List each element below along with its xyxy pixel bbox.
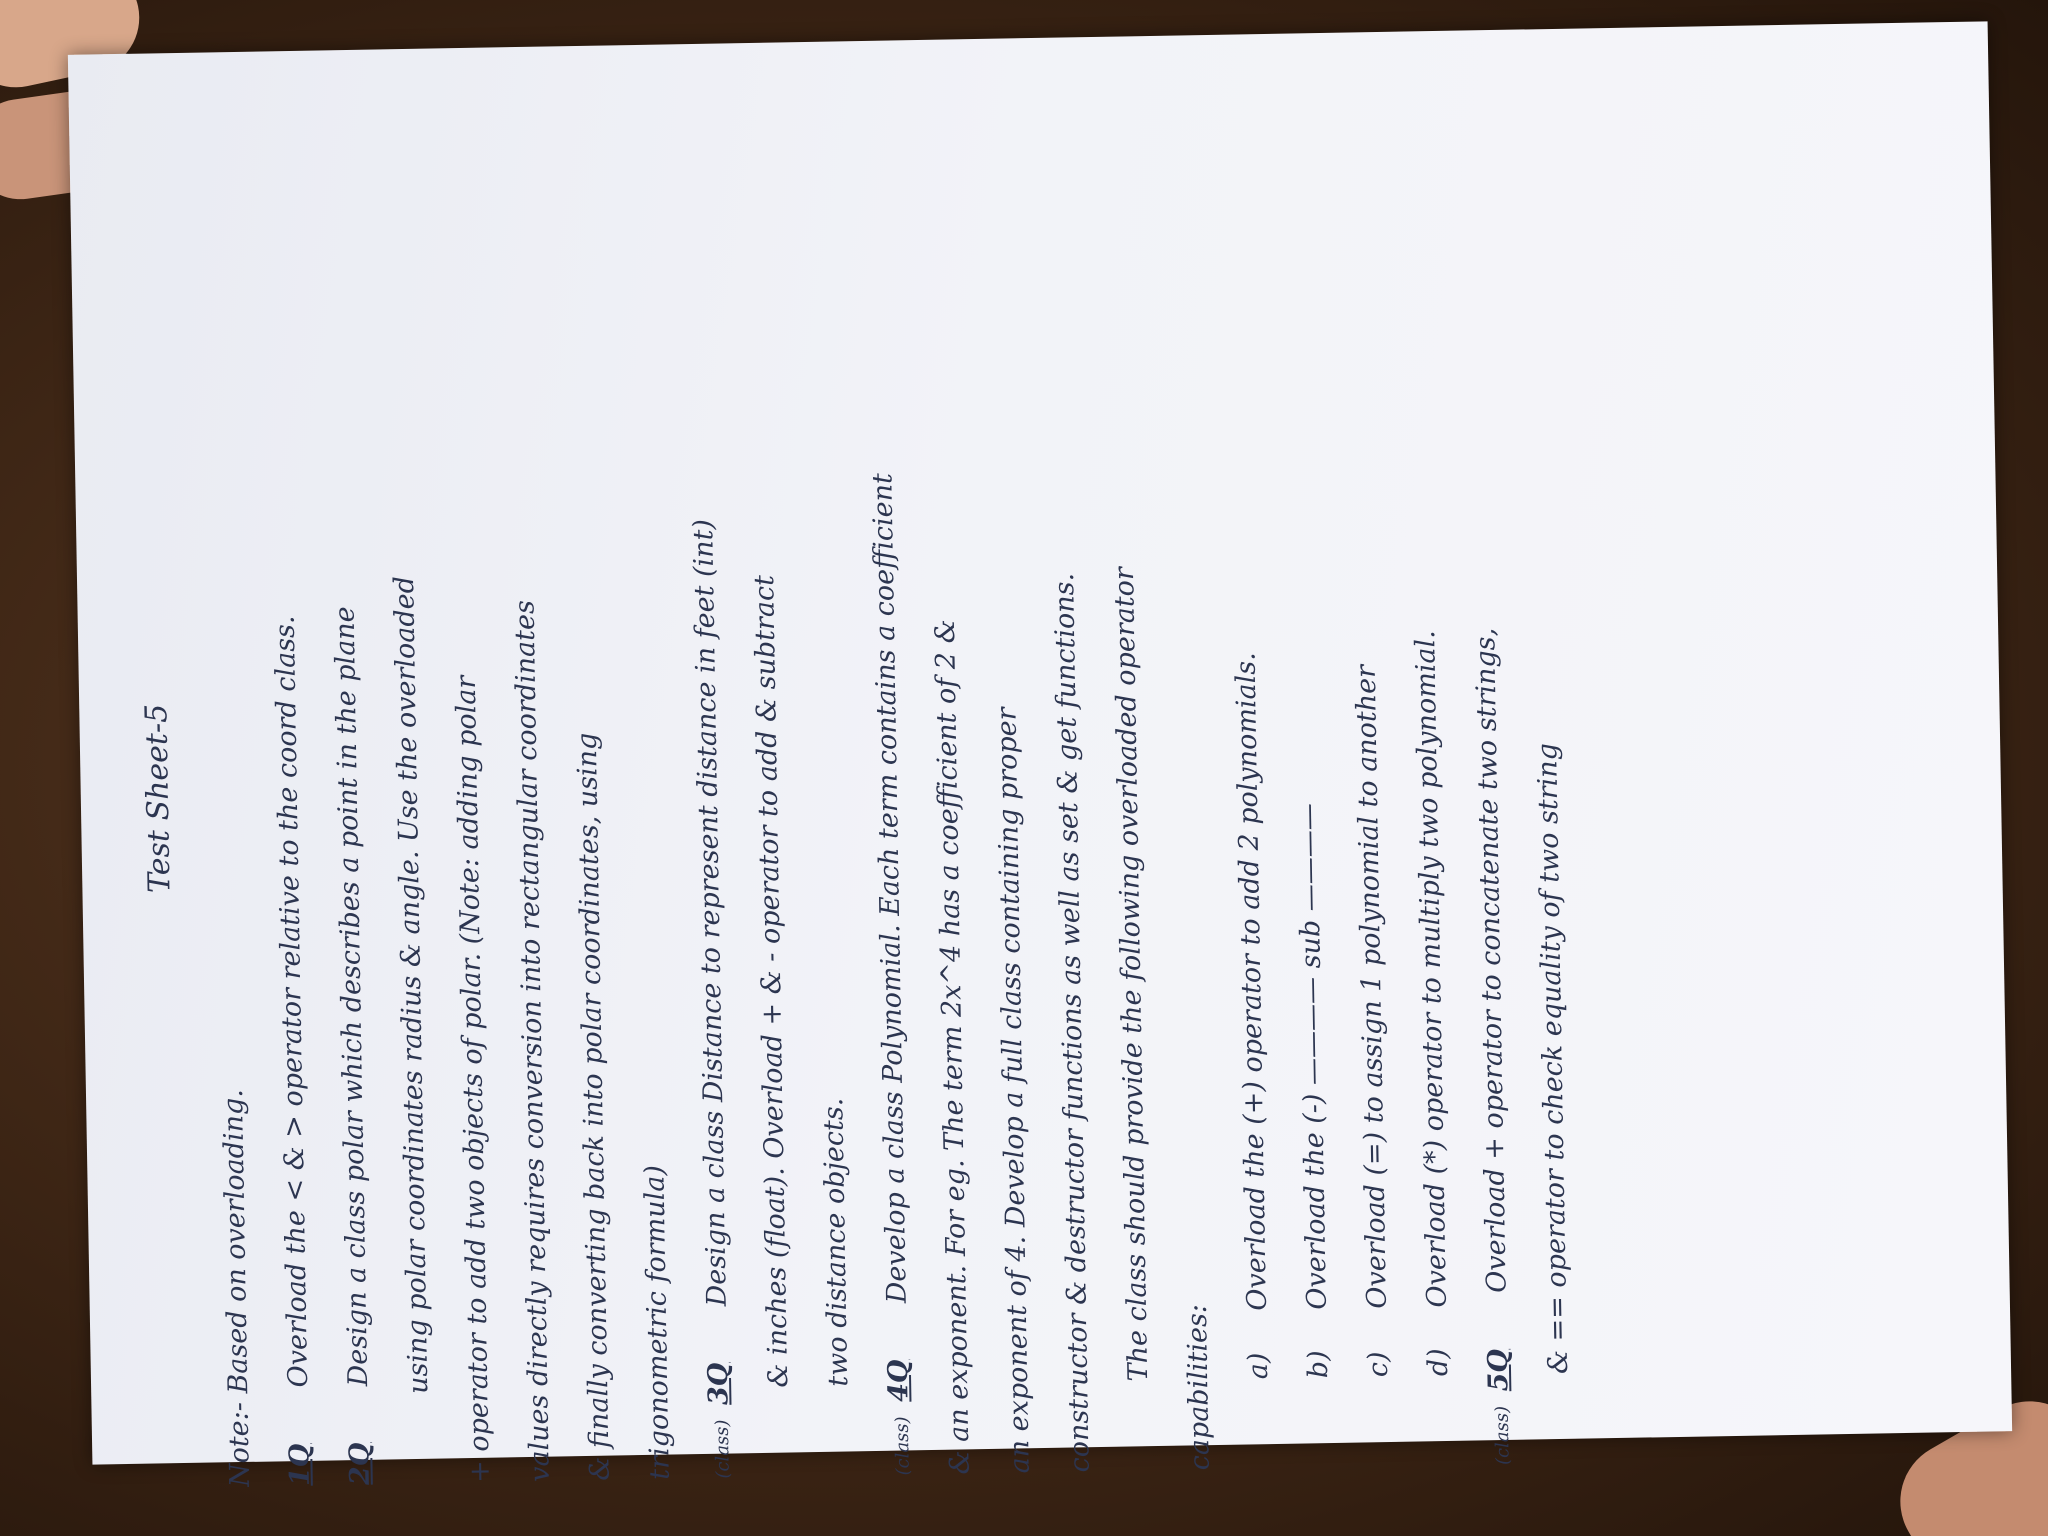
question-4-line: capabilities: <box>1181 1303 1216 1471</box>
question-text: Overload + operator to concatenate two strings, <box>1470 627 1513 1294</box>
question-5-line: & == operator to check equality of two string <box>1532 742 1575 1375</box>
class-note: (class) <box>711 1419 734 1479</box>
question-2-line: values directly requires conversion into rectangular coordinates <box>509 599 556 1483</box>
question-4-line: an exponent of 4. Develop a full class containing proper <box>991 707 1036 1474</box>
question-2-line: trigonometric formula) <box>639 1164 676 1481</box>
question-text: Develop a class Polynomial. Each term contains a coefficient <box>867 472 913 1304</box>
sub-text: Overload (*) operator to multiply two polynomial. <box>1410 630 1453 1308</box>
question-3-line: two distance objects. <box>818 1097 855 1387</box>
sub-text: Overload the (+) operator to add 2 polynomials. <box>1230 652 1273 1311</box>
question-3-line: & inches (float). Overload + & - operator to add & subtract <box>749 574 795 1388</box>
sub-text: Overload the (-) ———— sub ———— <box>1293 803 1333 1310</box>
question-label: 5Q <box>1482 1348 1515 1392</box>
question-4-line: The class should provide the following overloaded operator <box>1108 566 1155 1382</box>
question-text: Design a class Distance to represent distance in feet (int) <box>688 518 733 1307</box>
question-2-line: using polar coordinates radius & angle. Use the overloaded <box>388 575 435 1395</box>
question-label: 1Q <box>284 1443 316 1487</box>
question-label: 3Q <box>702 1362 735 1406</box>
sheet-title: Test Sheet-5 <box>139 703 178 894</box>
question-2-line: + operator to add two objects of polar. (Note: adding polar <box>450 675 496 1484</box>
question-4-line: constructor & destructor functions as well as set & get functions. <box>1049 572 1096 1473</box>
sub-label: d) <box>1422 1348 1455 1377</box>
question-text: Overload the < & > operator relative to the coord class. <box>269 615 315 1388</box>
question-text: Design a class polar which describes a point in the plane <box>329 606 375 1387</box>
question-label: 2Q <box>344 1442 376 1486</box>
question-4-line: & an exponent. For eg. The term 2x^4 has a coefficient of 2 & <box>929 619 976 1475</box>
sub-label: b) <box>1302 1350 1335 1379</box>
sub-text: Overload (=) to assign 1 polynomial to another <box>1350 664 1393 1309</box>
class-note: (class) <box>891 1416 914 1476</box>
paper-sheet <box>68 21 2012 1488</box>
class-note: (class) <box>1491 1405 1514 1466</box>
handwritten-content <box>129 76 2013 1488</box>
note-line: Note:- Based on overloading. <box>217 1088 256 1488</box>
question-2-line: & finally converting back into polar coordinates, using <box>571 732 616 1482</box>
question-label: 4Q <box>882 1359 915 1403</box>
sub-label: c) <box>1362 1351 1395 1378</box>
sub-label: a) <box>1242 1352 1275 1380</box>
